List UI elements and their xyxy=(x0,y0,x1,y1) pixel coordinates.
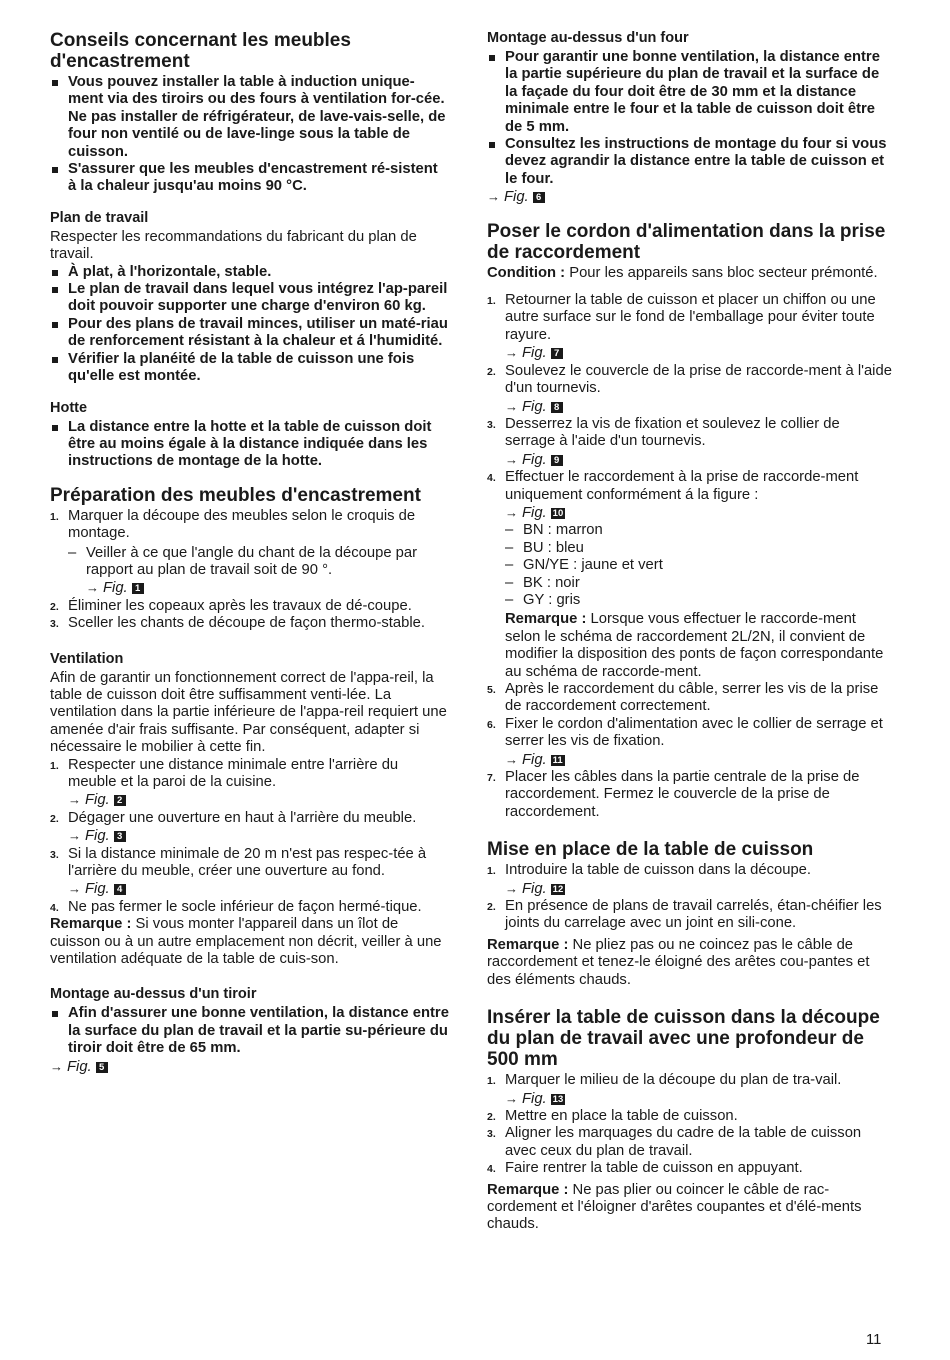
figure-reference: → Fig. 9 xyxy=(505,452,563,468)
figure-number-badge: 12 xyxy=(552,883,564,895)
list-item: Vérifier la planéité de la table de cuisson une fois qu'elle est montée. xyxy=(50,351,450,386)
step-number: 3. xyxy=(50,848,59,861)
arrow-icon: → xyxy=(68,792,81,808)
condition xyxy=(487,265,892,282)
step-text: Aligner les marquages du cadre de la table de cuisson avec ceux du plan de travail. xyxy=(505,1125,862,1159)
step-text: Ne pas fermer le socle inférieur de façon hermé-tique. xyxy=(68,898,422,915)
step-number: 7. xyxy=(487,772,496,785)
note xyxy=(487,937,892,989)
step-text: Retourner la table de cuisson et placer un chiffon ou une autre surface sur le fond de l'emballage pour éviter toute rayure. xyxy=(505,292,876,343)
step-number: 4. xyxy=(487,472,496,485)
step-text: Fixer le cordon d'alimentation avec le collier de serrage et serrer les vis de fixation. xyxy=(505,715,883,750)
step-text: Éliminer les copeaux après les travaux de dé-coupe. xyxy=(68,597,412,614)
figure-number-badge: 9 xyxy=(551,455,563,466)
numbered-list xyxy=(50,508,450,633)
list-item: Pour garantir une bonne ventilation, la distance entre la partie supérieure du plan de travail et la surface de la façade du four doit être de 30 mm et la distance minimale entre le four et la table de cuisson doit être de 5 mm. xyxy=(487,49,892,136)
step-text: Marquer la découpe des meubles selon le croquis de montage. xyxy=(68,507,416,542)
note xyxy=(50,916,450,968)
step-text: Desserrez la vis de fixation et soulevez le collier de serrage à l'aide d'un tournevis. xyxy=(505,415,840,450)
list-item: À plat, à l'horizontale, stable. xyxy=(50,264,450,281)
step-number: 3. xyxy=(487,1128,496,1141)
note xyxy=(505,611,892,681)
left-column xyxy=(50,30,450,1076)
figure-reference: → Fig. 12 xyxy=(505,880,564,897)
step-number: 2. xyxy=(487,901,496,914)
step-number: 3. xyxy=(50,618,59,631)
list-item xyxy=(487,469,892,681)
step-text: Après le raccordement du câble, serrer les vis de la prise de raccordement correctement. xyxy=(505,681,879,715)
list-item xyxy=(487,681,892,716)
step-number: 4. xyxy=(487,1163,496,1176)
section-title: Conseils concernant les meubles d'encastrement xyxy=(50,30,351,72)
list-item: S'assurer que les meubles d'encastrement ré-sistent à la chaleur jusqu'au moins 90 °C. xyxy=(50,161,450,196)
step-number: 2. xyxy=(487,365,496,378)
list-item: Afin d'assurer une bonne ventilation, la distance entre la surface du plan de travail et la partie su-périeure du tiroir doit être de 65 mm. xyxy=(50,1005,450,1057)
list-item: Pour des plans de travail minces, utiliser un maté-riau de renforcement résistant à la chaleur et á l'humidité. xyxy=(50,316,450,351)
list-item xyxy=(487,769,892,821)
step-number: 4. xyxy=(50,901,59,914)
figure-number-badge: 7 xyxy=(551,348,563,359)
figure-reference: → Fig. 1 xyxy=(86,580,144,596)
subsection-title: Montage au-dessus d'un tiroir xyxy=(50,986,257,1003)
list-item: Le plan de travail dans lequel vous intégrez l'ap-pareil doit pouvoir supporter une charge d'environ 60 kg. xyxy=(50,281,450,316)
page-number: 11 xyxy=(866,1332,882,1348)
step-number: 1. xyxy=(487,865,496,878)
step-text: Marquer le milieu de la découpe du plan de tra-vail. xyxy=(505,1072,842,1089)
step-text: Sceller les chants de découpe de façon thermo-stable. xyxy=(68,615,425,632)
figure-number-badge: 2 xyxy=(114,795,126,806)
section-title: Insérer la table de cuisson dans la découpe du plan de travail avec une profondeur de 500 mm xyxy=(487,1007,880,1071)
step-number: 6. xyxy=(487,718,496,731)
arrow-icon: → xyxy=(505,398,518,414)
arrow-icon: → xyxy=(505,880,518,896)
subsection-title: Ventilation xyxy=(50,650,124,667)
note xyxy=(487,1182,892,1234)
arrow-icon: → xyxy=(505,451,518,467)
condition-text: Pour les appareils sans bloc secteur prémonté. xyxy=(569,264,878,281)
list-item xyxy=(487,416,892,469)
dash-list xyxy=(505,522,892,609)
arrow-icon: → xyxy=(505,504,518,520)
step-number: 1. xyxy=(487,1075,496,1088)
subsection-title: Plan de travail xyxy=(50,209,149,226)
step-text: Dégager une ouverture en haut à l'arrière du meuble. xyxy=(68,809,417,826)
dash-list xyxy=(68,545,450,598)
note-label: Remarque : xyxy=(487,936,569,953)
figure-number-badge: 10 xyxy=(552,507,564,519)
numbered-list xyxy=(487,292,892,821)
step-text: Si la distance minimale de 20 m n'est pas respec-tée à l'arrière du meuble, créer une ouverture au fond. xyxy=(68,845,427,880)
list-item xyxy=(487,1160,892,1177)
arrow-icon: → xyxy=(505,751,518,767)
figure-reference: → Fig. 7 xyxy=(505,345,563,361)
figure-number-badge: 1 xyxy=(132,583,144,594)
list-item xyxy=(487,1108,892,1125)
figure-reference: → Fig. 10 xyxy=(505,504,564,521)
list-item xyxy=(487,363,892,416)
paragraph: Respecter les recommandations du fabricant du plan de travail. xyxy=(50,228,417,263)
figure-number-badge: 11 xyxy=(552,754,563,766)
step-text: Respecter une distance minimale entre l'arrière du meuble et la paroi de la cuisine. xyxy=(68,756,399,790)
list-item xyxy=(50,846,450,899)
figure-reference: → Fig. 5 xyxy=(50,1058,450,1076)
list-item: Consultez les instructions de montage du four si vous devez agrandir la distance entre la table de cuisson et le four. xyxy=(487,136,892,188)
bullet-list xyxy=(50,264,450,386)
list-item xyxy=(487,292,892,363)
step-text: En présence de plans de travail carrelés, étan-chéifier les joints du carrelage avec un joint en sili-cone. xyxy=(505,898,882,932)
subsection-title: Montage au-dessus d'un four xyxy=(487,30,689,46)
list-item xyxy=(487,862,892,898)
section-title: Poser le cordon d'alimentation dans la prise de raccordement xyxy=(487,220,886,263)
step-number: 3. xyxy=(487,418,496,431)
list-item xyxy=(50,810,450,846)
figure-number-badge: 3 xyxy=(114,831,126,842)
section-title: Mise en place de la table de cuisson xyxy=(487,839,814,861)
step-number: 1. xyxy=(487,295,496,308)
figure-number-badge: 8 xyxy=(551,402,563,413)
list-item xyxy=(487,1125,892,1160)
step-text: Effectuer le raccordement à la prise de raccorde-ment uniquement conformément á la figure : xyxy=(505,469,859,503)
numbered-list xyxy=(487,1072,892,1177)
list-item: – BK : noir xyxy=(505,575,892,592)
condition-label: Condition : xyxy=(487,264,566,281)
list-item xyxy=(68,545,450,598)
note-text: Lorsque vous effectuer le raccorde-ment selon le schéma de raccordement 2L/2N, il convient de modifier la disposition des ponts de façon correspondante au schéma de raccorde-ment. xyxy=(505,611,884,680)
note-text: Ne pliez pas ou ne coincez pas le câble de raccordement et tenez-le éloigné des arêtes cou-pantes et des éléments chauds. xyxy=(487,936,870,988)
list-item xyxy=(487,716,892,769)
step-number: 2. xyxy=(50,600,59,613)
figure-reference: → Fig. 2 xyxy=(68,792,126,808)
figure-reference: → Fig. 4 xyxy=(68,881,126,897)
list-item xyxy=(50,508,450,598)
list-item: – GY : gris xyxy=(505,592,892,609)
figure-reference: → Fig. 3 xyxy=(68,828,126,844)
arrow-icon: → xyxy=(505,345,518,361)
step-number: 1. xyxy=(50,510,59,523)
figure-number-badge: 4 xyxy=(114,884,126,895)
step-text: Soulevez le couvercle de la prise de raccorde-ment à l'aide d'un tournevis. xyxy=(505,362,892,397)
bullet-list xyxy=(50,419,450,471)
bullet-list xyxy=(487,49,892,188)
step-number: 2. xyxy=(487,1110,496,1123)
step-number: 2. xyxy=(50,812,59,825)
section-title: Préparation des meubles d'encastrement xyxy=(50,484,421,506)
list-item xyxy=(50,598,450,615)
note-label: Remarque : xyxy=(50,916,132,933)
right-column xyxy=(487,30,892,1234)
step-text: Placer les câbles dans la partie centrale de la prise de raccordement. Fermez le couvercle de la prise de raccordement. xyxy=(505,769,860,820)
arrow-icon: → xyxy=(505,1090,518,1106)
arrow-icon: → xyxy=(50,1058,63,1074)
numbered-list xyxy=(50,757,450,917)
step-text: Mettre en place la table de cuisson. xyxy=(505,1107,738,1124)
list-item xyxy=(50,615,450,632)
note-label: Remarque : xyxy=(487,1181,569,1198)
figure-reference: → Fig. 13 xyxy=(505,1090,564,1107)
list-item xyxy=(50,757,450,810)
figure-number-badge: 6 xyxy=(533,192,545,203)
bullet-list xyxy=(50,74,450,196)
note-text: Si vous monter l'appareil dans un îlot de cuisson ou à un autre emplacement non décrit, veiller à une ventilation adéquate de la table de cuis-son. xyxy=(50,916,442,968)
figure-reference: → Fig. 6 xyxy=(487,188,892,206)
figure-number-badge: 13 xyxy=(552,1093,564,1105)
bullet-list xyxy=(50,1005,450,1057)
step-text: Introduire la table de cuisson dans la découpe. xyxy=(505,862,812,879)
list-item: – BU : bleu xyxy=(505,540,892,557)
arrow-icon: → xyxy=(68,881,81,897)
step-number: 1. xyxy=(50,759,59,772)
list-item: – GN/YE : jaune et vert xyxy=(505,557,892,574)
figure-reference: → Fig. 8 xyxy=(505,399,563,415)
note-label: Remarque : xyxy=(505,611,587,628)
paragraph: Afin de garantir un fonctionnement correct de l'appa-reil, la table de cuisson doit être suffisamment venti-lée. La ventilation dans la partie inférieure de l'appa-reil requiert une amenée d'air frais suffisante. Par conséquent, adapter si nécessaire le mobilier à cette fin. xyxy=(50,669,447,756)
list-item: Vous pouvez installer la table à induction unique-ment via des tiroirs ou des fours à ventilation for-cée. Ne pas installer de réfrigérateur, de lave-vais-selle, de four non ventilé ou de lave-linge sous la table de cuisson. xyxy=(50,74,450,161)
arrow-icon: → xyxy=(68,828,81,844)
arrow-icon: → xyxy=(86,580,99,596)
step-text: Faire rentrer la table de cuisson en appuyant. xyxy=(505,1160,803,1177)
list-item: – BN : marron xyxy=(505,522,892,539)
step-number: 5. xyxy=(487,684,496,696)
list-item: La distance entre la hotte et la table de cuisson doit être au moins égale à la distance indiquée dans les instructions de montage de la hotte. xyxy=(50,419,450,471)
sub-step-text: Veiller à ce que l'angle du chant de la découpe par rapport au plan de travail soit de 90 °. xyxy=(86,544,418,578)
list-item xyxy=(487,1072,892,1108)
note-text: Ne pas plier ou coincer le câble de rac-cordement et l'éloigner d'arêtes coupantes et d'élé-ments chauds. xyxy=(487,1181,862,1233)
figure-number-badge: 5 xyxy=(96,1062,108,1073)
subsection-title: Hotte xyxy=(50,399,88,416)
arrow-icon: → xyxy=(487,189,500,205)
figure-reference: → Fig. 11 xyxy=(505,751,563,768)
numbered-list xyxy=(487,862,892,933)
list-item xyxy=(50,899,450,916)
list-item xyxy=(487,898,892,933)
